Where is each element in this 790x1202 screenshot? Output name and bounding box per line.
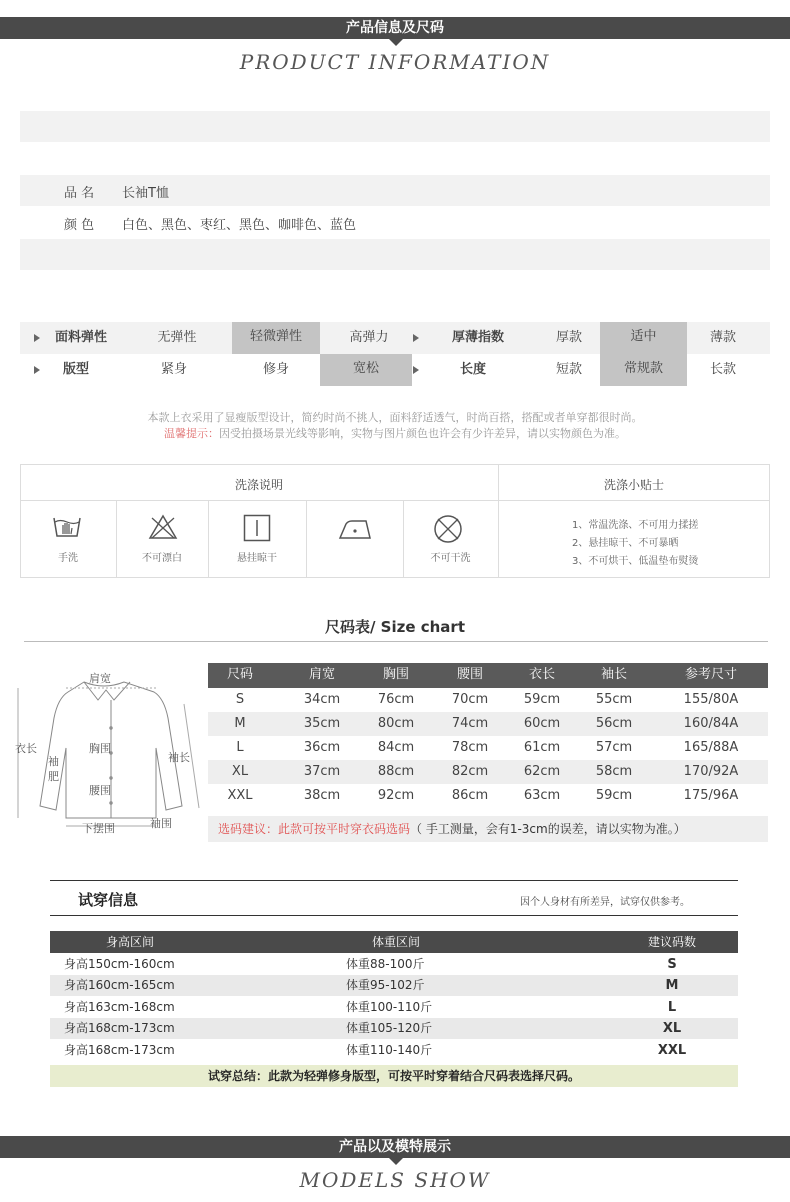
attr-option: 厚款 — [555, 330, 582, 345]
size-table-row — [208, 760, 768, 784]
diagram-label-waist: 腰围 — [89, 784, 111, 797]
diagram-label-chest: 胸围 — [89, 742, 111, 755]
trial-title: 试穿信息 — [78, 891, 139, 909]
attr-option-selected: 宽松 — [320, 354, 412, 386]
attr-arrow-icon — [413, 334, 419, 342]
attr-label-length: 长度 — [459, 362, 486, 377]
diagram-label-sleeve-width: 袖 — [48, 755, 59, 768]
warm-tip-text: 因受拍摄场景光线等影响，实物与图片颜色也许会有少许差异，请以实物颜色为准。 — [219, 427, 626, 440]
washing-tip: 1、常温洗涤、不可用力揉搓 — [572, 520, 699, 531]
size-table-cell: 36cm — [303, 740, 341, 755]
diagram-label-cuff: 袖围 — [150, 817, 172, 830]
size-table-cell: 58cm — [595, 764, 633, 779]
attr-option: 长款 — [709, 362, 736, 377]
washing-tip: 2、悬挂晾干、不可暴晒 — [572, 538, 679, 549]
size-header-cell: 参考尺寸 — [684, 667, 737, 682]
size-advice — [208, 816, 768, 842]
diagram-label-sleeve-width: 肥 — [48, 770, 59, 783]
size-table-cell: 59cm — [523, 692, 561, 707]
size-table-cell: 62cm — [523, 764, 561, 779]
size-table-cell: 165/88A — [683, 740, 739, 755]
size-advice-red: 选码建议：此款可按平时穿衣码选码 — [218, 822, 411, 836]
hand-wash-label: 手洗 — [58, 553, 78, 564]
size-table-cell: 34cm — [303, 692, 341, 707]
trial-cell: 体重88-100斤 — [346, 957, 425, 971]
trial-cell: 体重100-110斤 — [346, 999, 433, 1014]
footer-subtitle: MODELS SHOW — [299, 1168, 491, 1192]
size-table-cell: L — [236, 740, 244, 755]
size-table-cell: 175/96A — [683, 788, 739, 803]
no-dry-clean-label: 不可干洗 — [430, 553, 471, 564]
size-header-cell: 衣长 — [528, 667, 555, 682]
size-table-cell: 170/92A — [683, 764, 739, 779]
size-table-cell: 37cm — [303, 764, 341, 779]
size-header-cell: 腰围 — [456, 667, 483, 682]
attr-arrow-icon — [34, 334, 40, 342]
trial-row — [50, 1018, 738, 1039]
size-table-cell: 38cm — [303, 788, 341, 803]
hang-dry-label: 悬挂晾干 — [237, 553, 277, 564]
attr-option: 高弹力 — [349, 330, 389, 345]
size-header-cell: 胸围 — [382, 667, 409, 682]
trial-cell: 身高150cm-160cm — [64, 957, 175, 971]
size-table-cell: 59cm — [595, 788, 633, 803]
trial-row — [50, 975, 738, 996]
size-table-cell: 84cm — [377, 740, 415, 755]
size-chart-rule — [24, 641, 768, 642]
warm-tip — [0, 425, 790, 441]
size-table-cell: S — [235, 692, 245, 707]
trial-cell: XL — [662, 1021, 682, 1037]
footer-title: 产品以及模特展示 — [339, 1139, 451, 1155]
info-name-value: 长袖T恤 — [122, 186, 169, 201]
size-table-cell: 80cm — [377, 716, 415, 731]
attr-option: 薄款 — [709, 330, 736, 345]
attr-option: 无弹性 — [157, 330, 197, 345]
iron-icon — [338, 518, 372, 540]
diagram-label-sleeve: 袖长 — [168, 751, 190, 764]
diagram-label-shoulder: 肩宽 — [89, 672, 111, 685]
size-header-cell: 肩宽 — [308, 667, 335, 682]
attr-option: 紧身 — [160, 362, 187, 377]
size-header-cell: 袖长 — [600, 667, 627, 682]
info-color-value: 白色、黑色、枣红、黑色、咖啡色、蓝色 — [122, 218, 357, 233]
trial-cell: 身高168cm-173cm — [64, 1021, 175, 1036]
trial-cell: 身高168cm-173cm — [64, 1042, 175, 1057]
size-table-cell: 82cm — [451, 764, 489, 779]
size-table-cell: 61cm — [523, 740, 561, 755]
size-table-row — [208, 784, 768, 808]
attr-label-elasticity: 面料弹性 — [54, 330, 107, 345]
header-title: 产品信息及尺码 — [346, 20, 444, 36]
attr-option-selected: 常规款 — [600, 354, 687, 386]
trial-header-cell: 建议码数 — [647, 935, 696, 949]
size-table-cell: M — [234, 716, 246, 731]
header-subtitle: PRODUCT INFORMATION — [239, 50, 551, 74]
size-table-cell: 160/84A — [683, 716, 739, 731]
size-table-cell: 70cm — [451, 692, 489, 707]
size-chart-title: 尺码表/ Size chart — [324, 618, 466, 636]
size-advice-black: （ 手工测量，会有1-3cm的误差，请以实物为准。） — [410, 822, 686, 836]
hang-dry-icon — [243, 514, 271, 542]
size-table-cell: 78cm — [451, 740, 489, 755]
trial-cell: M — [665, 978, 679, 994]
size-table-row — [208, 712, 768, 736]
no-dry-clean-icon — [433, 514, 463, 544]
size-table-cell: 56cm — [595, 716, 633, 731]
no-bleach-label: 不可漂白 — [142, 553, 182, 564]
size-table-row — [208, 736, 768, 760]
size-table-cell: 63cm — [523, 788, 561, 803]
size-table-cell: 35cm — [303, 716, 341, 731]
washing-tip: 3、不可烘干、低温垫布熨烫 — [572, 556, 699, 567]
trial-row — [50, 1040, 738, 1061]
no-bleach-icon — [148, 514, 178, 540]
washing-divider — [306, 500, 307, 578]
size-table-cell: 74cm — [451, 716, 489, 731]
info-color-label: 颜 色 — [64, 218, 95, 233]
trial-summary: 试穿总结：此款为轻弹修身版型，可按平时穿着结合尺码表选择尺码。 — [50, 1065, 738, 1087]
trial-top-rule — [50, 880, 738, 881]
size-table-cell: 155/80A — [683, 692, 739, 707]
header-arrow — [389, 39, 403, 46]
washing-title: 洗涤说明 — [234, 478, 283, 492]
warm-tip-label: 温馨提示： — [164, 427, 219, 440]
washing-divider — [116, 500, 117, 578]
trial-cell: XXL — [657, 1042, 687, 1058]
hand-wash-icon — [52, 514, 82, 540]
washing-divider — [208, 500, 209, 578]
size-table-cell: 88cm — [377, 764, 415, 779]
trial-note: 因个人身材有所差异，试穿仅供参考。 — [520, 897, 690, 908]
size-table-header — [208, 663, 768, 688]
trial-cell: 体重105-120斤 — [346, 1021, 433, 1036]
trial-cell: S — [667, 957, 677, 972]
attr-arrow-icon — [34, 366, 40, 374]
attr-option: 修身 — [262, 362, 289, 377]
trial-header-cell: 身高区间 — [105, 935, 154, 949]
washing-divider — [403, 500, 404, 578]
size-table-cell: XL — [231, 764, 249, 779]
size-table-cell: 76cm — [377, 692, 415, 707]
attr-option-selected: 适中 — [600, 322, 687, 354]
size-header-cell: 尺码 — [226, 667, 253, 682]
trial-header — [50, 931, 738, 953]
size-table-cell: 86cm — [451, 788, 489, 803]
trial-row — [50, 954, 738, 975]
size-table-row — [208, 688, 768, 712]
size-table-cell: 60cm — [523, 716, 561, 731]
attr-option: 短款 — [555, 362, 582, 377]
size-table-cell: XXL — [227, 788, 253, 803]
footer-arrow — [389, 1158, 403, 1165]
size-table-cell: 92cm — [377, 788, 415, 803]
washing-divider — [20, 500, 770, 501]
washing-tips-title: 洗涤小贴士 — [603, 478, 664, 492]
attr-arrow-icon — [413, 366, 419, 374]
size-table-cell: 57cm — [595, 740, 633, 755]
trial-bottom-rule — [50, 915, 738, 916]
trial-cell: L — [667, 999, 677, 1015]
trial-header-cell: 体重区间 — [371, 935, 420, 949]
attr-label-fit: 版型 — [62, 362, 89, 377]
info-name-label: 品 名 — [64, 186, 95, 201]
info-blank-band-2 — [20, 239, 770, 270]
trial-cell: 身高163cm-168cm — [64, 999, 175, 1014]
diagram-label-length: 衣长 — [15, 742, 37, 755]
size-table-cell: 55cm — [595, 692, 633, 707]
product-note: 本款上衣采用了显瘦版型设计，简约时尚不挑人，面料舒适透气，时尚百搭，搭配或者单穿都很时尚。 — [147, 411, 643, 424]
trial-cell: 身高160cm-165cm — [64, 978, 175, 993]
attr-label-thickness: 厚薄指数 — [451, 330, 504, 345]
trial-row — [50, 997, 738, 1018]
trial-cell: 体重110-140斤 — [346, 1042, 433, 1057]
info-blank-band — [20, 111, 770, 142]
attr-option-selected: 轻微弹性 — [232, 322, 320, 354]
trial-cell: 体重95-102斤 — [346, 978, 425, 993]
diagram-label-hem: 下摆围 — [82, 822, 115, 835]
